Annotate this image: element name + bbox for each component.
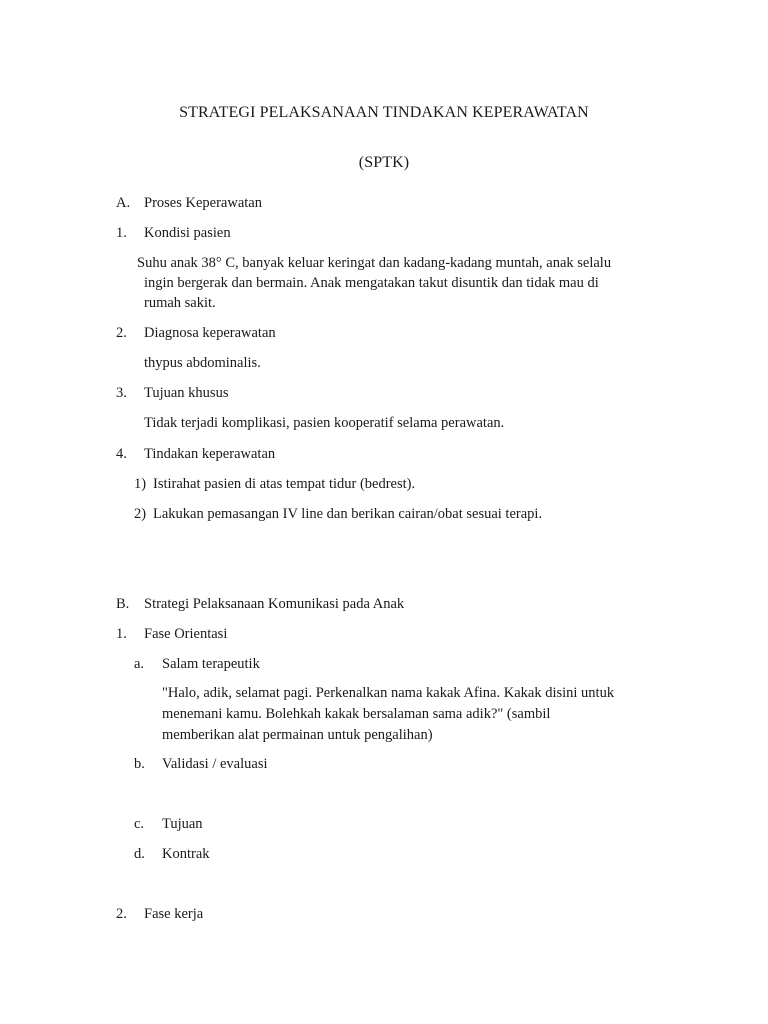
salam-dialog [162, 683, 682, 746]
sub-label-kontrak: Kontrak [162, 846, 210, 862]
fase-label-orientasi: Fase Orientasi [144, 626, 228, 642]
tindakan-text: Istirahat pasien di atas tempat tidur (bedrest). [153, 476, 416, 492]
salam-line: memberikan alat permainan untuk pengalihan) [162, 727, 433, 743]
item-label-tindakan: Tindakan keperawatan [144, 446, 276, 462]
kondisi-line: rumah sakit. [144, 295, 216, 311]
item-marker: 4. [116, 446, 127, 462]
diagnosa-text: thypus abdominalis. [144, 355, 261, 371]
sub-marker: c. [134, 816, 145, 832]
item-marker: 2. [116, 325, 127, 341]
section-a-heading: Proses Keperawatan [144, 195, 262, 211]
tujuan-text: Tidak terjadi komplikasi, pasien kooperatif selama perawatan. [144, 415, 505, 431]
sub-marker: d. [134, 846, 145, 862]
section-b-marker: B. [116, 596, 130, 612]
fase-marker: 2. [116, 906, 127, 922]
sub-marker: b. [134, 756, 145, 772]
sub-label-tujuan: Tujuan [162, 816, 203, 832]
section-a-marker: A. [116, 195, 131, 211]
tindakan-marker: 1) [134, 476, 147, 492]
salam-line: "Halo, adik, selamat pagi. Perkenalkan nama kakak Afina. Kakak disini untuk [162, 685, 615, 701]
sub-label-validasi: Validasi / evaluasi [162, 756, 268, 772]
document-title: STRATEGI PELAKSANAAN TINDAKAN KEPERAWATAN [179, 104, 589, 121]
item-marker: 1. [116, 225, 127, 241]
kondisi-line: Suhu anak 38° C, banyak keluar keringat dan kadang-kadang muntah, anak selalu [137, 255, 612, 271]
document-subtitle: (SPTK) [358, 154, 410, 171]
tindakan-marker: 2) [134, 506, 147, 522]
item-label-kondisi: Kondisi pasien [144, 225, 231, 241]
tindakan-text: Lakukan pemasangan IV line dan berikan cairan/obat sesuai terapi. [153, 506, 543, 522]
item-marker: 3. [116, 385, 127, 401]
sub-marker: a. [134, 656, 145, 672]
fase-label-kerja: Fase kerja [144, 906, 204, 922]
section-b-heading: Strategi Pelaksanaan Komunikasi pada Anak [144, 596, 405, 612]
kondisi-line: ingin bergerak dan bermain. Anak mengatakan takut disuntik dan tidak mau di [144, 275, 599, 291]
fase-marker: 1. [116, 626, 127, 642]
item-label-tujuan: Tujuan khusus [144, 385, 229, 401]
salam-line: menemani kamu. Bolehkah kakak bersalaman sama adik?" (sambil [162, 706, 551, 722]
sub-label-salam: Salam terapeutik [162, 656, 260, 672]
item-label-diagnosa: Diagnosa keperawatan [144, 325, 276, 341]
